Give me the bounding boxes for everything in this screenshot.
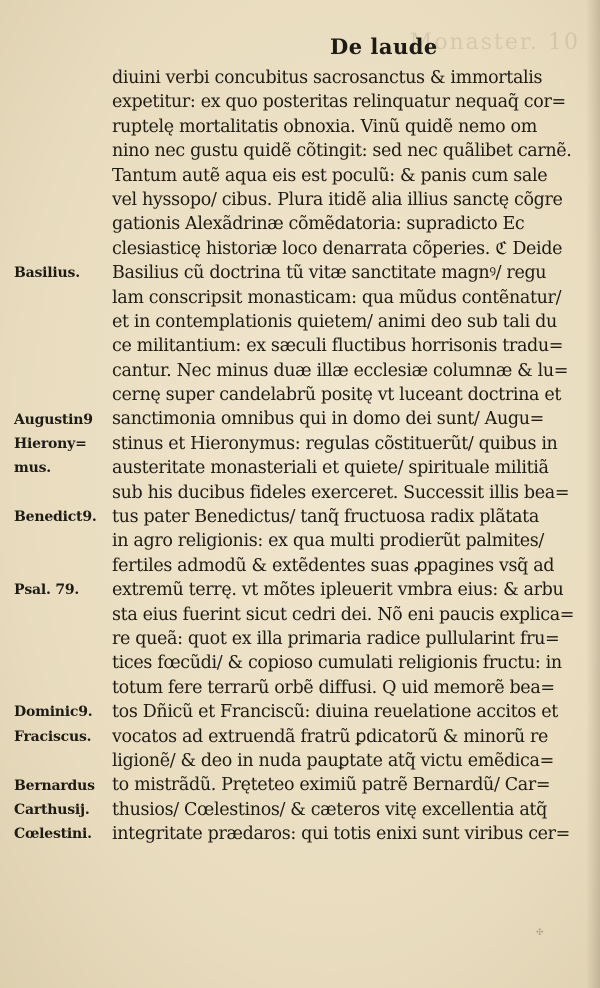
text-line: gationis Alexãdrinæ cõmẽdatoria: supradicto Ec [112, 214, 525, 235]
text-line: vel hyssopo/ cibus. Plura itidẽ alia illius sanctę cõgre [112, 189, 563, 210]
text-line: ligionẽ/ & deo in nuda pauꝑtate atq̃ victu emẽdica= [112, 750, 554, 771]
margin-note: Cœlestini. [14, 826, 92, 843]
text-line: cernę super candelabrũ positę vt luceant doctrina et [112, 385, 562, 406]
text-line: integritate prædaros: qui totis enixi sunt viribus cer= [112, 824, 570, 845]
text-line: totum fere terrarũ orbẽ diffusi. Q uid memorẽ bea= [112, 677, 555, 698]
text-line: sub his ducibus fideles exerceret. Successit illis bea= [112, 482, 570, 503]
text-line: clesiasticę historiæ loco denarrata cõperies. ℭ Deide [112, 238, 563, 259]
margin-note: Bernardus [14, 777, 95, 794]
margin-note: Benedict9. [14, 509, 97, 526]
margin-note: Augustin9 [14, 411, 93, 428]
text-line: tices fœcũdi/ & copioso cumulati religionis fructu: in [112, 653, 562, 674]
text-line: tos Dñicũ et Franciscũ: diuina reuelatione accitos et [112, 702, 558, 723]
text-line: diuini verbi concubitus sacrosanctus & immortalis [112, 68, 543, 88]
margin-note: Psal. 79. [14, 582, 80, 599]
text-line: re queã: quot ex illa primaria radice pullularint fru= [112, 628, 560, 649]
text-line: expetitur: ex quo posteritas relinquatur nequaq̃ cor= [112, 92, 566, 113]
body-text-column [112, 66, 582, 847]
margin-note: Basilius. [14, 265, 80, 282]
text-line: ce militantium: ex sæculi fluctibus horrisonis tradu= [112, 336, 564, 357]
text-line: Basilius cũ doctrina tũ vitæ sanctitate magnꝰ/ regu [112, 263, 547, 284]
text-line: sta eius fuerint sicut cedri dei. Nõ eni paucis explica= [112, 604, 575, 625]
text-line: et in contemplationis quietem/ animi deo sub tali du [112, 311, 557, 332]
text-line: Tantum autẽ aqua eis est poculũ: & panis cum sale [112, 165, 548, 186]
text-line: austeritate monasteriali et quiete/ spirituale militiã [112, 458, 549, 479]
corner-smudge: ✣ [536, 928, 544, 938]
text-line: in agro religionis: ex qua multi prodierũt palmites/ [112, 531, 544, 552]
text-line: to mistrãdũ. Pręteteo eximiũ patrẽ Bernardũ/ Car= [112, 775, 551, 796]
text-line: fertiles admodũ & extẽdentes suas ꝓpagines vsq̃ ad [112, 555, 555, 576]
margin-note: Dominic9. [14, 704, 93, 721]
text-line: cantur. Nec minus duæ illæ ecclesiæ columnæ & lu= [112, 360, 569, 381]
text-line: ruptelę mortalitatis obnoxia. Vinũ quidẽ nemo om [112, 116, 537, 137]
text-line: tus pater Benedictus/ tanq̃ fructuosa radix plãtata [112, 507, 539, 528]
running-head: De laude [330, 34, 438, 59]
text-line: stinus et Hieronymus: regulas cõstituerũt/ quibus in [112, 433, 558, 454]
bleed-through-text: Monaster. 10 [409, 30, 580, 55]
margin-note: Fraciscus. [14, 728, 92, 745]
margin-note: mus. [14, 460, 51, 477]
text-line: extremũ terrę. vt mõtes ipleuerit vmbra eius: & arbu [112, 580, 564, 601]
margin-note: Carthusij. [14, 802, 90, 818]
text-line: nino nec gustu quidẽ cõtingit: sed nec quãlibet carnẽ. [112, 141, 572, 162]
text-line: lam conscripsit monasticam: qua mũdus contẽnatur/ [112, 287, 562, 308]
text-line: sanctimonia omnibus qui in domo dei sunt/ Augu= [112, 409, 544, 430]
gutter-shadow [586, 0, 600, 988]
margin-note: Hierony= [14, 436, 87, 452]
text-line: thusios/ Cœlestinos/ & cæteros vitę excellentia atq̃ [112, 799, 547, 820]
text-line: vocatos ad extruendã fratrũ ꝑdicatorũ & minorũ re [112, 726, 549, 747]
